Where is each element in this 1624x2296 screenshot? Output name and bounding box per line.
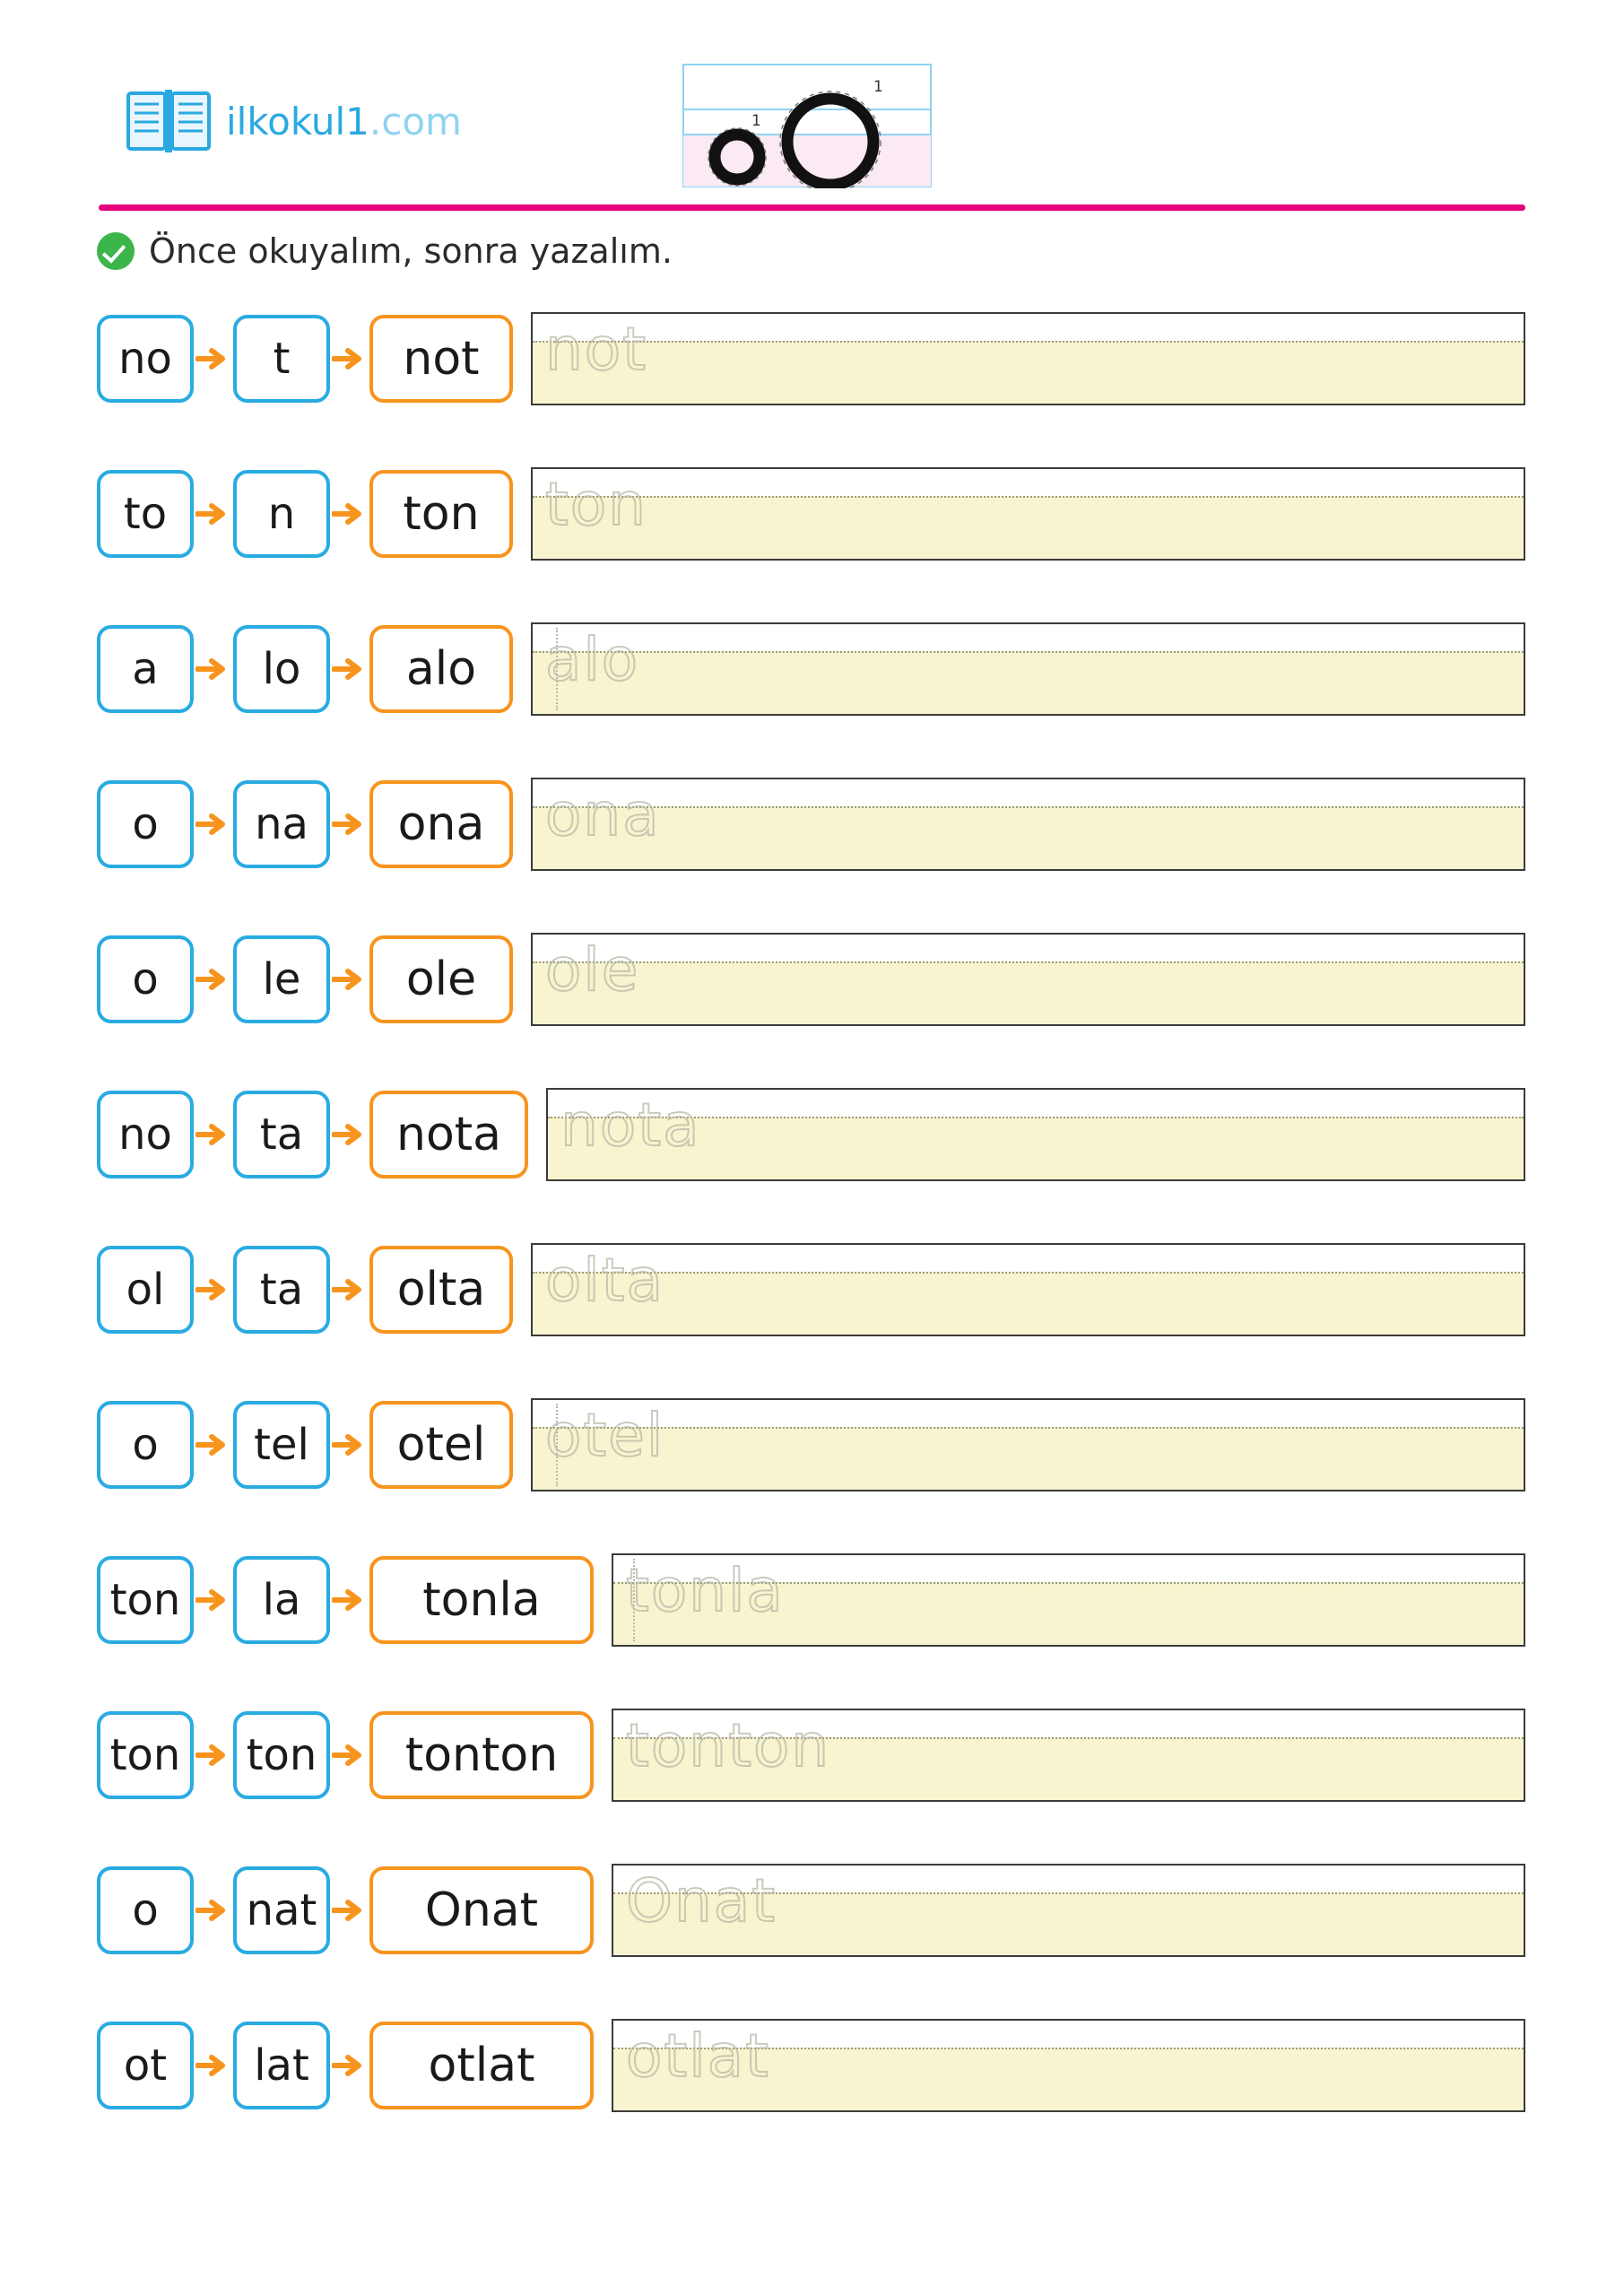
syllable-chip-1[interactable]: o	[97, 780, 194, 868]
exercise-row	[0, 761, 1624, 887]
syllable-chip-2[interactable]: t	[233, 315, 330, 403]
writing-line[interactable]	[531, 1398, 1525, 1492]
writing-band	[533, 496, 1524, 559]
trace-word: not	[545, 315, 648, 384]
arrow-right-icon	[330, 500, 369, 527]
syllable-chip-1[interactable]: ol	[97, 1246, 194, 1334]
word-result-chip[interactable]: alo	[369, 625, 513, 713]
syllable-chip-2[interactable]: le	[233, 935, 330, 1023]
trace-word: Onat	[626, 1866, 777, 1935]
syllable-chip-2[interactable]: ta	[233, 1246, 330, 1334]
arrow-right-icon	[330, 1587, 369, 1613]
arrow-right-icon	[330, 656, 369, 683]
arrow-right-icon	[194, 1742, 233, 1769]
syllable-chip-1[interactable]: no	[97, 315, 194, 403]
writing-line[interactable]	[546, 1088, 1525, 1181]
word-result-chip[interactable]: not	[369, 315, 513, 403]
word-result-chip[interactable]: otel	[369, 1401, 513, 1489]
syllable-chip-2[interactable]: n	[233, 470, 330, 558]
trace-word: otel	[545, 1401, 665, 1470]
arrow-right-icon	[330, 1431, 369, 1458]
logo-domain-suffix: .com	[369, 99, 462, 144]
exercise-row	[0, 917, 1624, 1042]
word-result-chip[interactable]: nota	[369, 1091, 528, 1178]
arrow-right-icon	[194, 1897, 233, 1924]
site-logo	[126, 88, 462, 154]
writing-line[interactable]	[612, 1709, 1525, 1802]
arrow-right-icon	[330, 1121, 369, 1148]
arrow-right-icon	[330, 1897, 369, 1924]
writing-band	[533, 651, 1524, 714]
arrow-right-icon	[194, 1587, 233, 1613]
syllable-chip-1[interactable]: a	[97, 625, 194, 713]
instruction-bar	[97, 231, 673, 271]
word-result-chip[interactable]: otlat	[369, 2022, 594, 2109]
trace-word: nota	[560, 1091, 701, 1160]
word-result-chip[interactable]: tonton	[369, 1711, 594, 1799]
syllable-chip-1[interactable]: ot	[97, 2022, 194, 2109]
word-result-chip[interactable]: ton	[369, 470, 513, 558]
arrow-right-icon	[330, 811, 369, 838]
writing-band	[533, 1272, 1524, 1335]
arrow-right-icon	[194, 1276, 233, 1303]
logo-wordmark	[226, 100, 462, 144]
instruction-text: Önce okuyalım, sonra yazalım.	[149, 231, 673, 271]
arrow-right-icon	[330, 966, 369, 993]
arrow-right-icon	[330, 2052, 369, 2079]
writing-line[interactable]	[612, 1864, 1525, 1957]
writing-line[interactable]	[612, 2019, 1525, 2112]
open-book-icon	[126, 88, 212, 154]
syllable-chip-2[interactable]: la	[233, 1556, 330, 1644]
writing-band	[533, 341, 1524, 404]
exercise-row	[0, 1848, 1624, 1973]
logo-name: ilkokul1	[226, 99, 369, 144]
word-result-chip[interactable]: olta	[369, 1246, 513, 1334]
arrow-right-icon	[330, 345, 369, 372]
exercise-row	[0, 296, 1624, 422]
writing-line[interactable]	[531, 1243, 1525, 1336]
word-result-chip[interactable]: tonla	[369, 1556, 594, 1644]
syllable-chip-1[interactable]: o	[97, 935, 194, 1023]
syllable-chip-2[interactable]: ton	[233, 1711, 330, 1799]
exercise-row	[0, 1072, 1624, 1197]
exercise-row	[0, 606, 1624, 732]
syllable-chip-1[interactable]: o	[97, 1866, 194, 1954]
writing-line[interactable]	[531, 778, 1525, 871]
writing-line[interactable]	[531, 467, 1525, 561]
syllable-chip-2[interactable]: ta	[233, 1091, 330, 1178]
word-result-chip[interactable]: ole	[369, 935, 513, 1023]
writing-line[interactable]	[531, 312, 1525, 405]
writing-band	[533, 806, 1524, 869]
letter-model-illustration	[682, 63, 933, 188]
arrow-right-icon	[330, 1276, 369, 1303]
arrow-right-icon	[194, 1121, 233, 1148]
exercise-row	[0, 451, 1624, 577]
trace-word: tonton	[626, 1711, 831, 1780]
trace-word: ton	[545, 470, 648, 539]
trace-word: otlat	[626, 2022, 770, 2091]
syllable-chip-1[interactable]: ton	[97, 1711, 194, 1799]
exercise-row	[0, 1692, 1624, 1818]
syllable-chip-2[interactable]: na	[233, 780, 330, 868]
svg-text:1: 1	[873, 78, 883, 96]
writing-band	[533, 961, 1524, 1024]
arrow-right-icon	[194, 656, 233, 683]
trace-word: olta	[545, 1246, 665, 1315]
trace-word: alo	[545, 625, 640, 694]
arrow-right-icon	[194, 500, 233, 527]
exercise-row	[0, 1537, 1624, 1663]
syllable-chip-1[interactable]: no	[97, 1091, 194, 1178]
syllable-chip-2[interactable]: nat	[233, 1866, 330, 1954]
exercise-rows	[0, 296, 1624, 2158]
header-divider	[99, 204, 1525, 211]
word-result-chip[interactable]: ona	[369, 780, 513, 868]
svg-text:1: 1	[751, 112, 761, 130]
writing-band	[533, 1427, 1524, 1490]
writing-line[interactable]	[612, 1553, 1525, 1647]
check-circle-icon	[97, 232, 135, 270]
syllable-chip-1[interactable]: to	[97, 470, 194, 558]
page-header	[0, 0, 1624, 193]
exercise-row	[0, 1227, 1624, 1352]
syllable-chip-1[interactable]: ton	[97, 1556, 194, 1644]
trace-word: tonla	[626, 1556, 785, 1625]
arrow-right-icon	[330, 1742, 369, 1769]
arrow-right-icon	[194, 966, 233, 993]
word-result-chip[interactable]: Onat	[369, 1866, 594, 1954]
arrow-right-icon	[194, 2052, 233, 2079]
syllable-chip-2[interactable]: tel	[233, 1401, 330, 1489]
arrow-right-icon	[194, 811, 233, 838]
arrow-right-icon	[194, 1431, 233, 1458]
syllable-chip-2[interactable]: lat	[233, 2022, 330, 2109]
writing-line[interactable]	[531, 933, 1525, 1026]
trace-word: ona	[545, 780, 661, 849]
exercise-row	[0, 1382, 1624, 1508]
arrow-right-icon	[194, 345, 233, 372]
trace-word: ole	[545, 935, 640, 1004]
exercise-row	[0, 2003, 1624, 2128]
syllable-chip-1[interactable]: o	[97, 1401, 194, 1489]
writing-line[interactable]	[531, 622, 1525, 716]
syllable-chip-2[interactable]: lo	[233, 625, 330, 713]
